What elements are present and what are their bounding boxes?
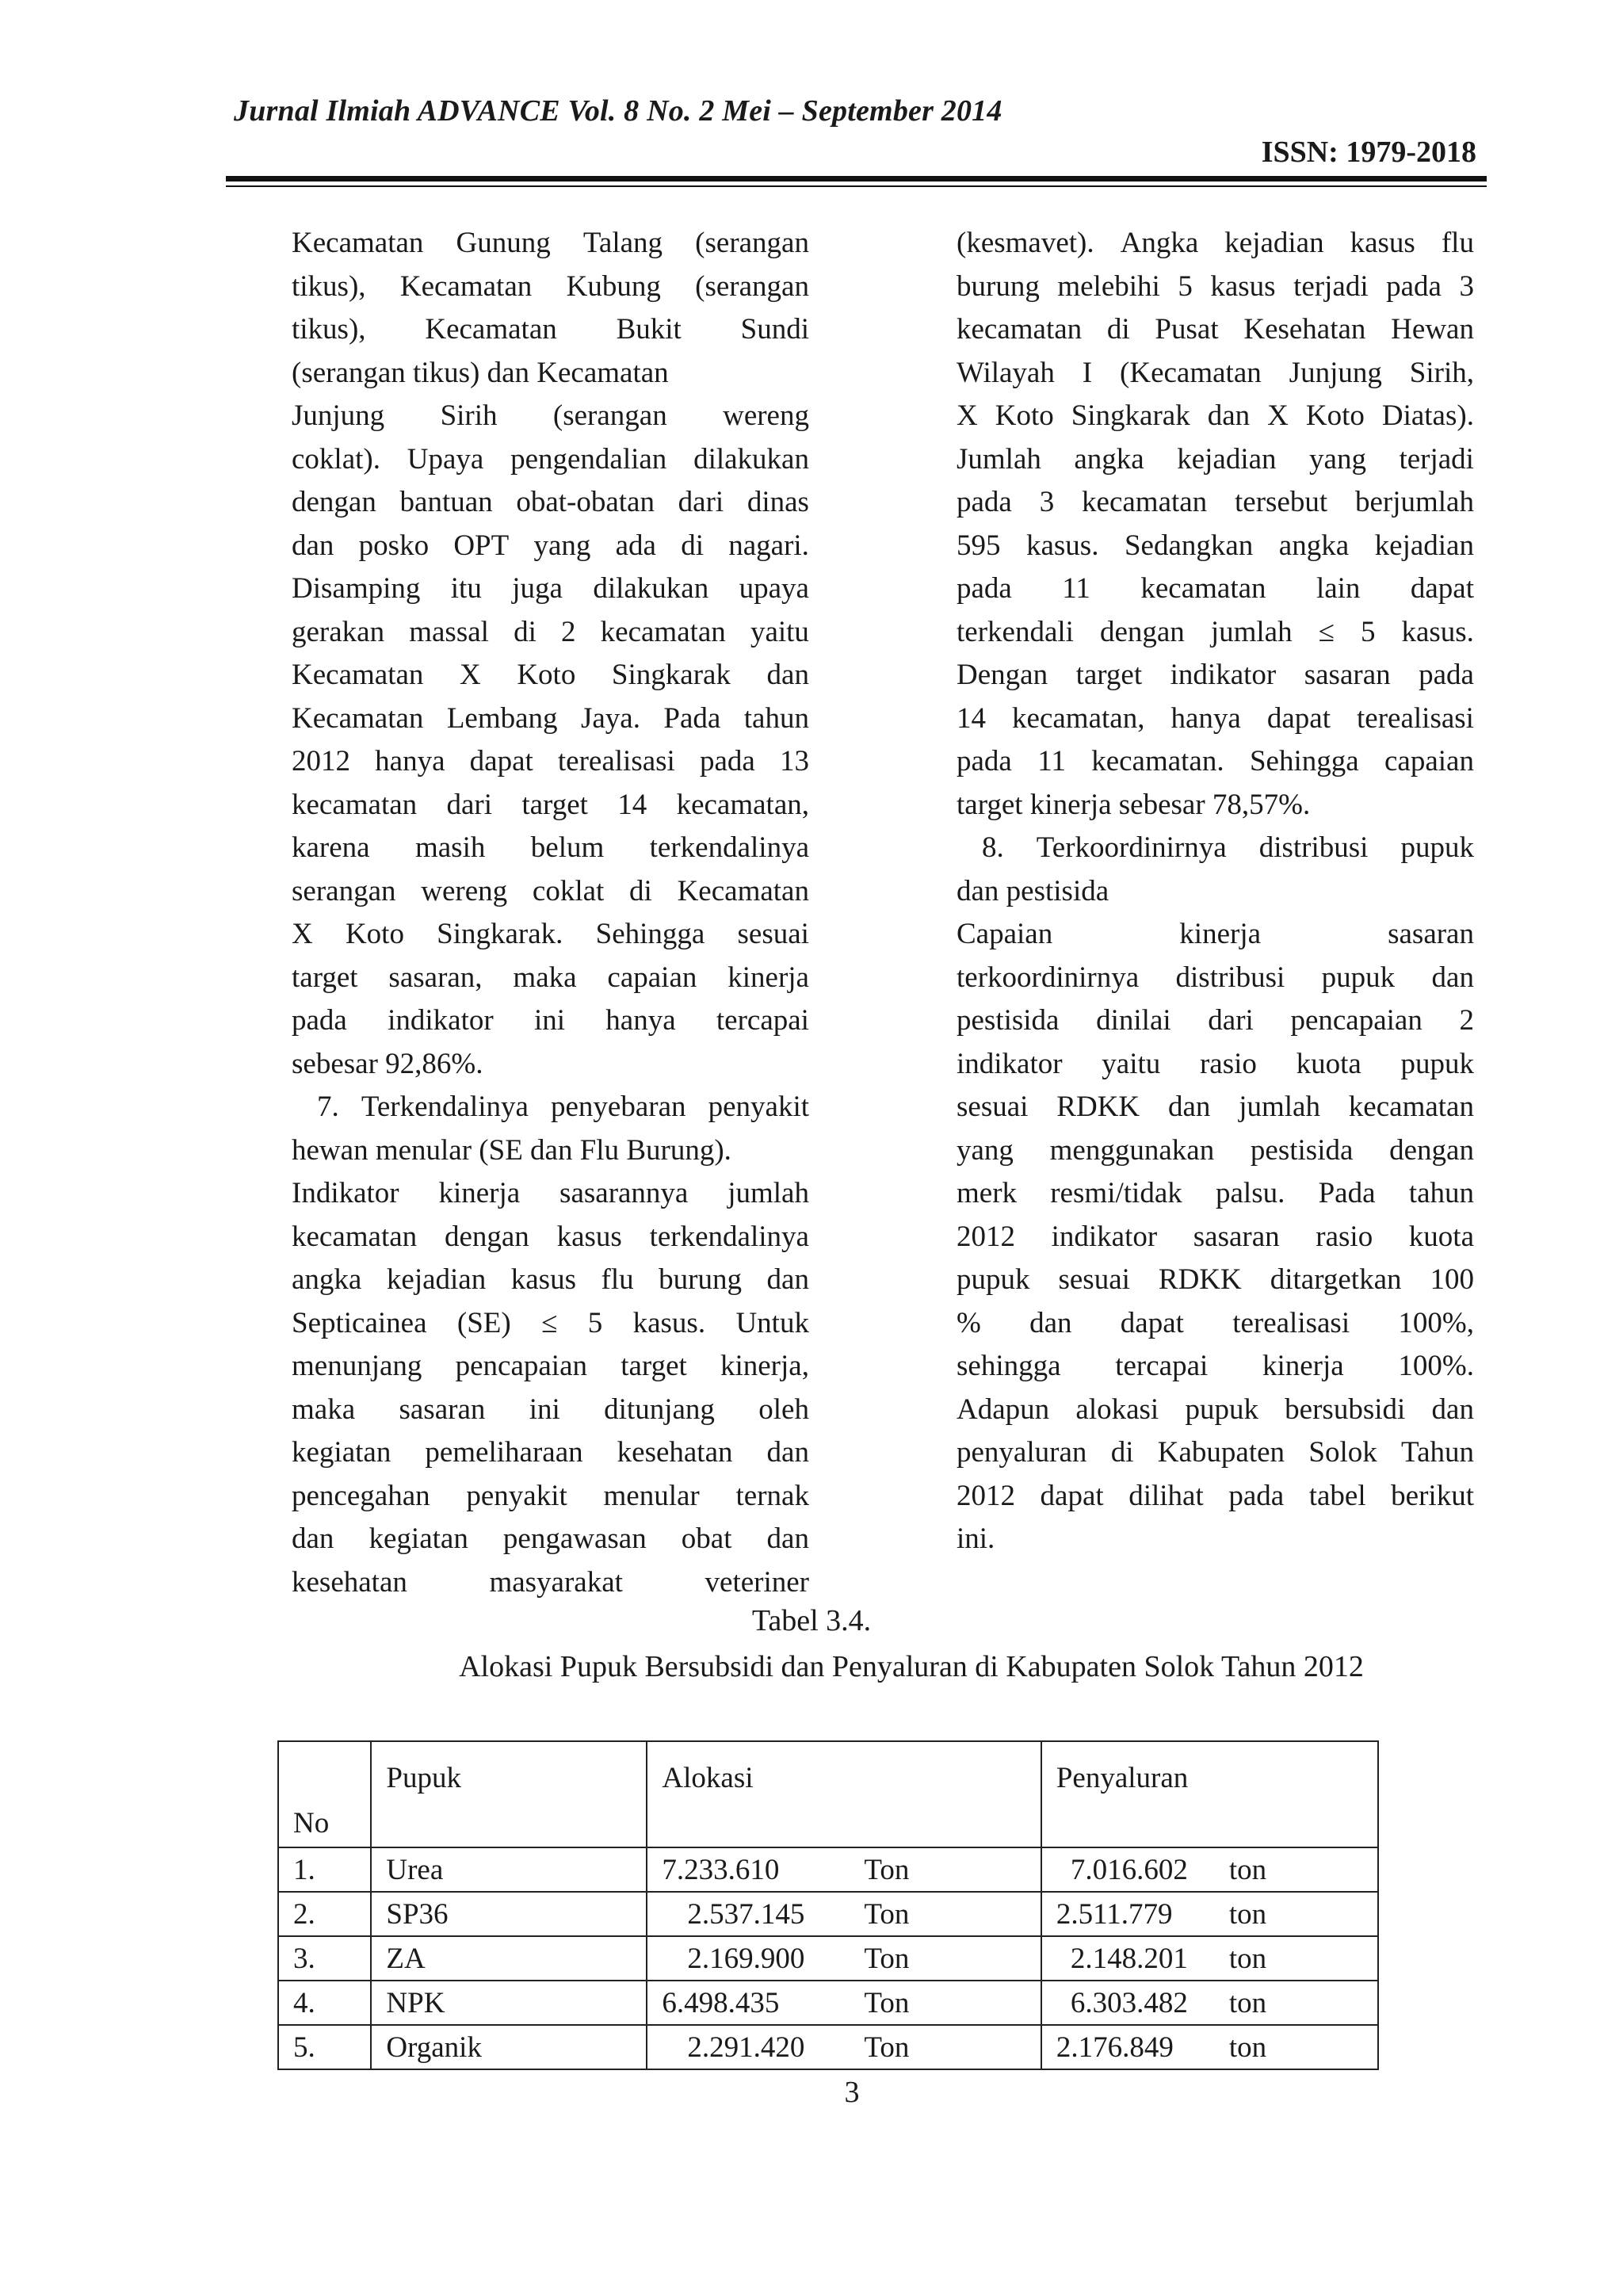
text-line: X Koto Singkarak. Sehingga sesuai	[292, 918, 809, 950]
alokasi-unit: Ton	[864, 1897, 910, 1931]
header-penyaluran: Penyaluran	[1041, 1741, 1378, 1847]
text-line: 14 kecamatan, hanya dapat terealisasi	[957, 701, 1474, 735]
penyaluran-unit: ton	[1228, 1853, 1267, 1886]
text-line: Disamping itu juga dilakukan upaya	[292, 572, 809, 605]
text-line: yang menggunakan pestisida dengan	[957, 1133, 1474, 1167]
row-penyaluran	[1041, 1892, 1378, 1936]
text-line: sebesar 92,86%.	[292, 1047, 483, 1080]
table-header-row	[278, 1741, 1378, 1847]
text-line: serangan wereng coklat di Kecamatan	[292, 874, 809, 907]
text-line: menunjang pencapaian target kinerja,	[292, 1350, 809, 1382]
text-line: angka kejadian kasus flu burung dan	[292, 1263, 809, 1296]
text-line: kecamatan dari target 14 kecamatan,	[292, 788, 809, 821]
alokasi-value: 2.537.145	[687, 1897, 805, 1931]
text-line: Kecamatan Lembang Jaya. Pada tahun	[292, 701, 809, 735]
text-line: Kecamatan Gunung Talang (serangan	[292, 227, 809, 259]
text-line: hewan menular (SE dan Flu Burung).	[292, 1133, 731, 1167]
text-line: Adapun alokasi pupuk bersubsidi dan	[957, 1392, 1474, 1426]
row-penyaluran	[1041, 2025, 1378, 2069]
penyaluran-unit: ton	[1228, 2030, 1267, 2064]
penyaluran-value: 2.148.201	[1070, 1942, 1188, 1975]
table-row	[278, 2025, 1378, 2069]
text-line: pada 11 kecamatan. Sehingga capaian	[957, 745, 1474, 777]
left-column	[292, 222, 809, 1604]
text-line: indikator yaitu rasio kuota pupuk	[957, 1047, 1474, 1080]
alokasi-unit: Ton	[864, 1942, 910, 1975]
penyaluran-value: 6.303.482	[1070, 1986, 1188, 2019]
text-line: terkoordinirnya distribusi pupuk dan	[957, 961, 1474, 994]
text-line: maka sasaran ini ditunjang oleh	[292, 1392, 809, 1426]
row-alokasi	[647, 1936, 1041, 1981]
text-line: ini.	[957, 1522, 995, 1555]
row-alokasi	[647, 1847, 1041, 1892]
header-alokasi: Alokasi	[647, 1741, 1041, 1847]
text-line: dan kegiatan pengawasan obat dan	[292, 1522, 809, 1555]
text-line: dan pestisida	[957, 874, 1109, 907]
row-penyaluran	[1041, 1847, 1378, 1892]
text-line: sehingga tercapai kinerja 100%.	[957, 1350, 1474, 1382]
row-penyaluran	[1041, 1936, 1378, 1981]
text-line: tikus), Kecamatan Kubung (serangan	[292, 269, 809, 303]
text-line: burung melebihi 5 kasus terjadi pada 3	[957, 269, 1474, 303]
alokasi-value: 2.291.420	[687, 2030, 805, 2064]
text-line: 2012 hanya dapat terealisasi pada 13	[292, 745, 809, 777]
text-line: kesehatan masyarakat veteriner	[292, 1565, 809, 1599]
text-line: X Koto Singkarak dan X Koto Diatas).	[957, 399, 1474, 432]
penyaluran-value: 7.016.602	[1070, 1853, 1188, 1886]
row-pupuk: Organik	[371, 2025, 647, 2069]
text-line: Septicainea (SE) ≤ 5 kasus. Untuk	[292, 1306, 809, 1339]
text-line: kecamatan dengan kasus terkendalinya	[292, 1220, 809, 1253]
text-line: kegiatan pemeliharaan kesehatan dan	[292, 1436, 809, 1469]
text-line: target sasaran, maka capaian kinerja	[292, 961, 809, 994]
text-line: (kesmavet). Angka kejadian kasus flu	[957, 227, 1474, 259]
alokasi-unit: Ton	[864, 2030, 910, 2064]
issn: ISSN: 1979-2018	[1261, 136, 1476, 169]
row-alokasi	[647, 2025, 1041, 2069]
text-line: pencegahan penyakit menular ternak	[292, 1479, 809, 1512]
text-line: pada 3 kecamatan tersebut berjumlah	[957, 486, 1474, 518]
header-no: No	[278, 1741, 371, 1847]
header-pupuk: Pupuk	[371, 1741, 647, 1847]
alokasi-unit: Ton	[864, 1986, 910, 2019]
row-alokasi	[647, 1892, 1041, 1936]
text-line: tikus), Kecamatan Bukit Sundi	[292, 313, 809, 346]
table-title: Alokasi Pupuk Bersubsidi dan Penyaluran di Kabupaten Solok Tahun 2012	[459, 1650, 1364, 1683]
header-rule-thick	[226, 176, 1487, 181]
row-pupuk: SP36	[371, 1892, 647, 1936]
row-no: 2.	[278, 1892, 371, 1936]
row-pupuk: Urea	[371, 1847, 647, 1892]
alokasi-value: 2.169.900	[687, 1942, 805, 1975]
penyaluran-unit: ton	[1228, 1897, 1267, 1931]
penyaluran-unit: ton	[1228, 1942, 1267, 1975]
text-line: penyaluran di Kabupaten Solok Tahun	[957, 1436, 1474, 1469]
text-line: 595 kasus. Sedangkan angka kejadian	[957, 529, 1474, 562]
text-line: terkendali dengan jumlah ≤ 5 kasus.	[957, 615, 1474, 648]
text-line: Kecamatan X Koto Singkarak dan	[292, 659, 809, 691]
row-no: 3.	[278, 1936, 371, 1981]
text-line: (serangan tikus) dan Kecamatan	[292, 356, 669, 389]
table-row	[278, 1892, 1378, 1936]
text-line: karena masih belum terkendalinya	[292, 831, 809, 864]
journal-title: Jurnal Ilmiah ADVANCE Vol. 8 No. 2 Mei – September 2014	[234, 94, 1002, 128]
table-row	[278, 1981, 1378, 2025]
text-line: pada 11 kecamatan lain dapat	[957, 572, 1474, 605]
text-line: Jumlah angka kejadian yang terjadi	[957, 442, 1474, 476]
penyaluran-unit: ton	[1228, 1986, 1267, 2019]
text-line: target kinerja sebesar 78,57%.	[957, 788, 1311, 821]
text-line: 8. Terkoordinirnya distribusi pupuk	[982, 831, 1474, 864]
text-line: Dengan target indikator sasaran pada	[957, 659, 1474, 691]
text-line: pestisida dinilai dari pencapaian 2	[957, 1004, 1474, 1037]
text-line: coklat). Upaya pengendalian dilakukan	[292, 442, 809, 476]
page-number: 3	[844, 2076, 860, 2109]
text-line: Wilayah I (Kecamatan Junjung Sirih,	[957, 356, 1474, 389]
text-line: pupuk sesuai RDKK ditargetkan 100	[957, 1263, 1474, 1296]
table-row	[278, 1936, 1378, 1981]
text-line: 2012 indikator sasaran rasio kuota	[957, 1220, 1474, 1253]
text-line: pada indikator ini hanya tercapai	[292, 1004, 809, 1037]
alokasi-value: 7.233.610	[662, 1853, 780, 1886]
text-line: merk resmi/tidak palsu. Pada tahun	[957, 1177, 1474, 1209]
header-rule-thin	[226, 185, 1487, 187]
text-line: Indikator kinerja sasarannya jumlah	[292, 1177, 809, 1209]
row-no: 4.	[278, 1981, 371, 2025]
text-line: dengan bantuan obat-obatan dari dinas	[292, 486, 809, 518]
penyaluran-value: 2.511.779	[1056, 1897, 1173, 1931]
alokasi-value: 6.498.435	[662, 1986, 780, 2019]
row-penyaluran	[1041, 1981, 1378, 2025]
row-pupuk: ZA	[371, 1936, 647, 1981]
text-line: sesuai RDKK dan jumlah kecamatan	[957, 1091, 1474, 1123]
text-line: gerakan massal di 2 kecamatan yaitu	[292, 615, 809, 648]
text-line: kecamatan di Pusat Kesehatan Hewan	[957, 313, 1474, 346]
alokasi-unit: Ton	[864, 1853, 910, 1886]
row-no: 5.	[278, 2025, 371, 2069]
penyaluran-value: 2.176.849	[1056, 2030, 1174, 2064]
text-line: Junjung Sirih (serangan wereng	[292, 399, 809, 432]
table-row	[278, 1847, 1378, 1892]
text-line: Capaian kinerja sasaran	[957, 918, 1474, 950]
text-line: 7. Terkendalinya penyebaran penyakit	[317, 1091, 809, 1123]
row-pupuk: NPK	[371, 1981, 647, 2025]
row-alokasi	[647, 1981, 1041, 2025]
text-line: % dan dapat terealisasi 100%,	[957, 1306, 1474, 1339]
right-column	[957, 222, 1474, 1561]
row-no: 1.	[278, 1847, 371, 1892]
table-label: Tabel 3.4.	[751, 1604, 872, 1637]
text-line: dan posko OPT yang ada di nagari.	[292, 529, 809, 562]
fertilizer-table	[277, 1740, 1379, 2070]
text-line: 2012 dapat dilihat pada tabel berikut	[957, 1479, 1474, 1512]
table-body	[278, 1847, 1378, 2069]
